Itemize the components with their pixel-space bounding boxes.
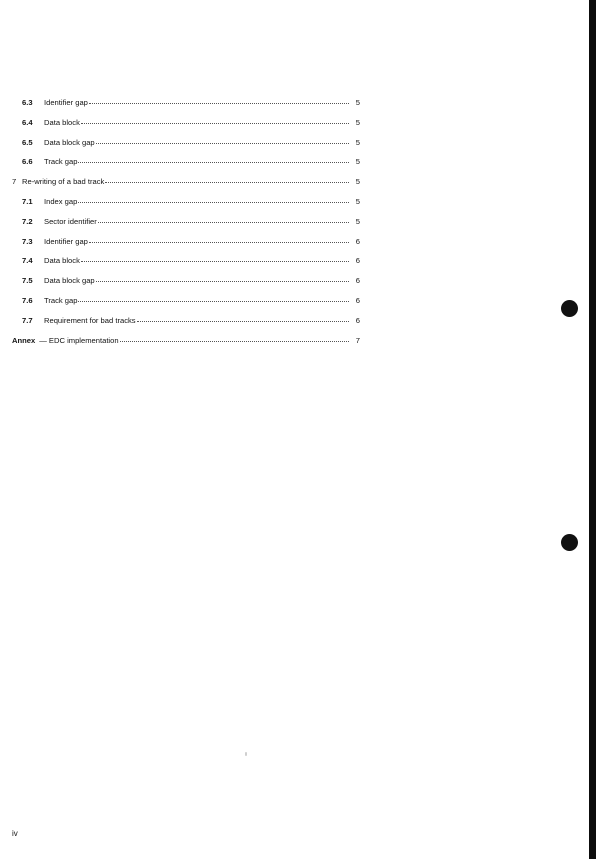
dot-leader	[78, 202, 349, 203]
toc-entry-title: Identifier gap	[44, 236, 88, 246]
binder-hole	[561, 534, 578, 551]
toc-entry-page: 5	[355, 216, 360, 226]
toc-entry-6-6[interactable]	[12, 157, 360, 177]
toc-entry-page: 7	[355, 335, 360, 345]
toc-entry-7-4[interactable]	[12, 256, 360, 276]
dot-leader	[78, 301, 349, 302]
dot-leader	[105, 182, 349, 183]
toc-entry-7-5[interactable]	[12, 276, 360, 296]
toc-entry-title: Sector identifier	[44, 216, 97, 226]
toc-entry-page: 5	[355, 137, 360, 147]
dot-leader	[96, 143, 349, 144]
toc-entry-page: 5	[355, 117, 360, 127]
toc-entry-page: 6	[355, 295, 360, 305]
toc-entry-title: Track gap	[44, 295, 78, 305]
dot-leader	[98, 222, 349, 223]
scan-edge	[589, 0, 596, 859]
toc-entry-page: 6	[355, 276, 360, 286]
toc-entry-number: 7	[12, 177, 17, 187]
dot-leader	[81, 261, 349, 262]
toc-entry-number: 7.7	[22, 315, 33, 325]
toc-entry-annex[interactable]	[12, 336, 360, 356]
toc-entry-number: 7.2	[22, 216, 33, 226]
dot-leader	[81, 123, 349, 124]
toc-entry-7[interactable]	[12, 177, 360, 197]
dot-leader	[89, 242, 349, 243]
dot-leader	[78, 162, 349, 163]
toc-entry-7-6[interactable]	[12, 296, 360, 316]
toc-entry-title: — EDC implementation	[39, 335, 119, 345]
toc-entry-page: 5	[355, 177, 360, 187]
toc-entry-number: 7.1	[22, 196, 33, 206]
toc-entry-number: 6.4	[22, 117, 33, 127]
dot-leader	[120, 341, 349, 342]
toc-entry-title: Index gap	[44, 196, 78, 206]
toc-entry-number: 7.6	[22, 295, 33, 305]
toc-entry-page: 5	[355, 98, 360, 107]
toc-entry-number: 7.5	[22, 276, 33, 286]
dot-leader	[137, 321, 349, 322]
scan-speck	[245, 752, 247, 756]
toc-entry-title: Data block	[44, 256, 80, 266]
toc-entry-6-5[interactable]	[12, 138, 360, 158]
toc-entry-number: 7.3	[22, 236, 33, 246]
toc-entry-6-3[interactable]	[12, 98, 360, 118]
toc-entry-page: 6	[355, 256, 360, 266]
dot-leader	[96, 281, 349, 282]
toc-entry-page: 5	[355, 196, 360, 206]
toc-entry-page: 6	[355, 315, 360, 325]
toc-entry-7-3[interactable]	[12, 237, 360, 257]
toc-entry-page: 6	[355, 236, 360, 246]
toc-entry-title: Data block	[44, 117, 80, 127]
toc-entry-7-7[interactable]	[12, 316, 360, 336]
table-of-contents	[12, 98, 360, 355]
page-number: iv	[12, 829, 18, 838]
toc-entry-7-2[interactable]	[12, 217, 360, 237]
dot-leader	[89, 103, 349, 104]
toc-entry-number: 6.6	[22, 157, 33, 167]
toc-entry-6-4[interactable]	[12, 118, 360, 138]
toc-entry-title: Track gap	[44, 157, 78, 167]
toc-entry-number: 6.3	[22, 98, 33, 107]
toc-entry-title: Re-writing of a bad track	[22, 177, 105, 187]
toc-entry-title: Identifier gap	[44, 98, 88, 107]
toc-entry-number: Annex	[12, 335, 36, 345]
toc-entry-7-1[interactable]	[12, 197, 360, 217]
toc-entry-number: 6.5	[22, 137, 33, 147]
toc-entry-page: 5	[355, 157, 360, 167]
toc-entry-title: Requirement for bad tracks	[44, 315, 136, 325]
toc-entry-title: Data block gap	[44, 137, 95, 147]
toc-entry-number: 7.4	[22, 256, 33, 266]
toc-entry-title: Data block gap	[44, 276, 95, 286]
binder-hole	[561, 300, 578, 317]
